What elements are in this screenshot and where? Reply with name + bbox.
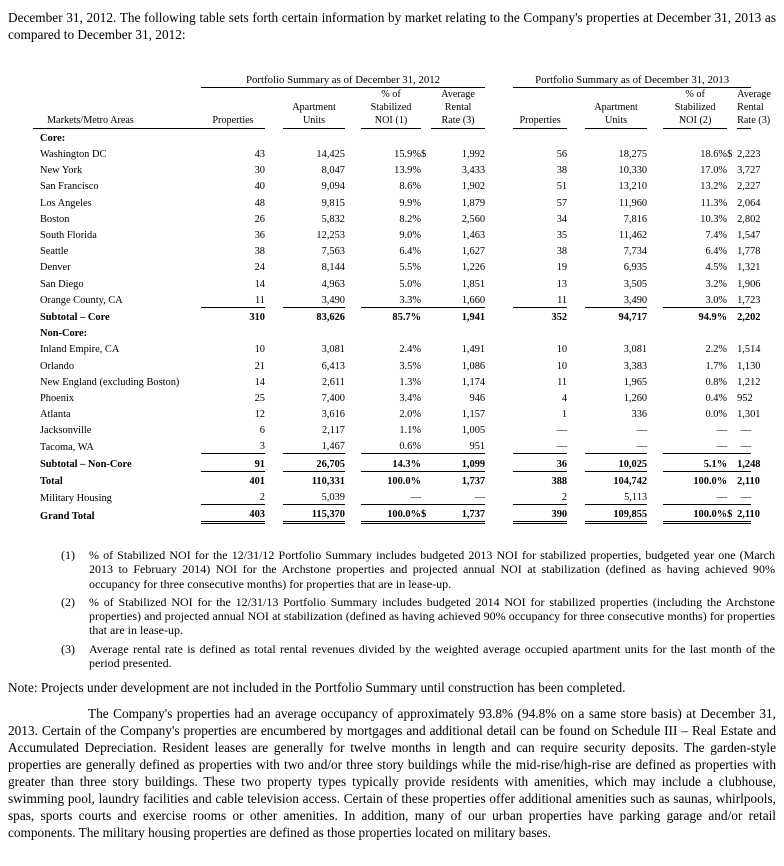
dollar-2012-cell xyxy=(421,258,431,274)
table-row xyxy=(33,421,751,437)
footnote-text: Average rental rate is defined as total rental revenues divided by the weighted average occupied apartment units for the last month of the period presented. xyxy=(89,641,775,671)
noi-2013-cell: — xyxy=(663,437,727,454)
rate-2013-cell: — xyxy=(737,488,751,505)
units-2013-cell: 336 xyxy=(631,409,648,421)
development-note: Note: Projects under development are not included in the Portfolio Summary until construction has been completed. xyxy=(8,680,626,695)
dollar-2012-cell xyxy=(421,454,431,471)
units-2012-cell: 5,832 xyxy=(321,213,345,225)
col-header-units-2012: Apartment Units xyxy=(283,87,345,128)
rate-2013-cell: — xyxy=(740,425,752,437)
properties-2012-cell: 403 xyxy=(201,505,265,523)
rate-2012-cell: 1,660 xyxy=(431,291,485,308)
rate-2012-cell: 1,463 xyxy=(461,230,486,241)
rate-2012-cell: 1,005 xyxy=(461,425,486,437)
dollar-2012-cell xyxy=(421,210,431,226)
rate-2013-cell: 2,223 xyxy=(737,149,761,161)
rate-2012-cell: 1,941 xyxy=(461,311,486,323)
units-2012-cell: 83,626 xyxy=(316,311,345,323)
rate-2012-cell: — xyxy=(431,488,485,505)
properties-2013-cell: 13 xyxy=(556,278,568,290)
noi-2013-cell: 13.2% xyxy=(700,181,728,193)
rate-2012-cell: 1,992 xyxy=(461,149,486,161)
units-2013-cell: 104,742 xyxy=(613,475,648,487)
dollar-2013-cell: $ xyxy=(727,149,733,161)
table-row xyxy=(33,373,751,389)
market-name-cell: Jacksonville xyxy=(40,425,92,437)
rate-2013-cell: 2,110 xyxy=(737,475,760,487)
footnote-mark: (3) xyxy=(61,641,75,656)
footnote-3 xyxy=(61,642,775,671)
properties-2012-cell: 14 xyxy=(254,278,265,290)
rate-2012-cell: 1,851 xyxy=(461,278,486,290)
properties-2012-cell: 25 xyxy=(254,392,265,404)
dollar-2013-cell xyxy=(727,258,737,274)
noi-2013-cell: 1.7% xyxy=(705,360,728,372)
units-2013-cell: 1,260 xyxy=(623,392,648,404)
units-2012-cell: 12,253 xyxy=(316,230,345,241)
units-2012-cell: 5,039 xyxy=(283,488,345,505)
units-2012-cell: 9,815 xyxy=(321,197,345,209)
properties-2012-cell: 48 xyxy=(254,197,265,209)
dollar-2013-cell xyxy=(727,421,737,437)
noi-2012-cell: 8.6% xyxy=(399,181,421,193)
properties-2013-cell: — xyxy=(513,437,567,454)
properties-2013-cell: 35 xyxy=(556,230,568,241)
market-name-cell: Atlanta xyxy=(40,409,71,421)
units-2012-cell: 8,144 xyxy=(321,262,345,274)
footnote-1 xyxy=(61,548,775,591)
rate-2013-cell: 952 xyxy=(737,392,753,404)
dollar-2013-cell xyxy=(727,437,737,454)
properties-2012-cell: 43 xyxy=(254,149,265,161)
table-row xyxy=(33,242,751,258)
rate-2013-cell: 2,227 xyxy=(737,181,761,193)
rate-2013-cell: 2,802 xyxy=(737,213,761,225)
noi-2013-cell: 100.0% xyxy=(663,505,727,523)
market-name-cell: Orange County, CA xyxy=(40,295,123,307)
dollar-2013-cell xyxy=(727,274,737,290)
portfolio-summary-table xyxy=(33,71,771,524)
properties-2012-cell: 401 xyxy=(249,475,265,487)
noi-2012-cell: 3.4% xyxy=(399,392,421,404)
rate-2012-cell: 1,086 xyxy=(461,360,486,372)
col-header-noi-2013: % of Stabilized NOI (2) xyxy=(663,87,727,128)
units-2012-cell: 3,616 xyxy=(321,409,345,421)
properties-2013-cell: 11 xyxy=(557,376,568,388)
properties-2013-cell: 11 xyxy=(513,291,567,308)
dollar-2012-cell xyxy=(421,242,431,258)
rate-2013-cell: 1,547 xyxy=(737,230,761,241)
intro-paragraph: December 31, 2012. The following table sets forth certain information by market relating to the Company's properties at December 31, 2013 as compared to December 31, 2012: xyxy=(8,10,776,42)
units-2012-cell: 7,563 xyxy=(321,246,345,258)
properties-2012-cell: 21 xyxy=(254,360,265,372)
units-2013-cell: 11,960 xyxy=(618,197,648,209)
rate-2013-cell: 2,064 xyxy=(737,197,761,209)
market-name-cell: Grand Total xyxy=(40,510,95,522)
market-name-cell: Boston xyxy=(40,213,70,225)
dollar-2013-cell xyxy=(727,340,737,356)
rate-2012-cell: 3,433 xyxy=(461,165,486,177)
dollar-2012-cell xyxy=(421,421,431,437)
dollar-2012-cell xyxy=(421,373,431,389)
col-header-noi-2012: % of Stabilized NOI (1) xyxy=(361,87,421,128)
noi-2012-cell: 9.0% xyxy=(399,230,421,241)
units-2012-cell: 6,413 xyxy=(321,360,345,372)
noi-2012-cell: 6.4% xyxy=(399,246,421,258)
properties-2013-cell: 38 xyxy=(556,165,568,177)
properties-2013-cell: 4 xyxy=(561,392,568,404)
units-2012-cell: 4,963 xyxy=(321,278,345,290)
properties-2013-cell: 56 xyxy=(556,149,568,161)
rate-2013-cell: 2,202 xyxy=(737,311,761,323)
rate-2013-cell: 3,727 xyxy=(737,165,761,177)
units-2012-cell: 7,400 xyxy=(321,392,345,404)
properties-2013-cell: 36 xyxy=(513,454,567,471)
units-2013-cell: 3,383 xyxy=(623,360,648,372)
rate-2013-cell: 1,778 xyxy=(737,246,761,258)
table-row xyxy=(33,454,751,471)
section-row xyxy=(33,324,751,340)
units-2012-cell: 115,370 xyxy=(283,505,345,523)
section-label: Non-Core: xyxy=(40,328,88,340)
dollar-2013-cell xyxy=(727,307,737,324)
noi-2012-cell: 5.0% xyxy=(399,278,421,290)
units-2012-cell: 26,705 xyxy=(283,454,345,471)
table-row xyxy=(33,258,751,274)
properties-2013-cell: 2 xyxy=(513,488,567,505)
rate-2012-cell: 1,902 xyxy=(461,181,486,193)
dollar-2013-cell xyxy=(727,210,737,226)
rate-2013-cell: 1,321 xyxy=(737,262,761,274)
units-2012-cell: 14,425 xyxy=(316,149,345,161)
footnote-text: % of Stabilized NOI for the 12/31/12 Portfolio Summary includes budgeted 2013 NOI for stabilized properties, budgeted year one (March 2013 to February 2014) NOI for the Archstone properties and projected annual NOI at stabilization (defined as having achieved 90% occupancy for three consecutive months) for properties that are in lease-up. xyxy=(89,548,775,591)
properties-2013-cell: — xyxy=(556,425,568,437)
units-2013-cell: 11,462 xyxy=(618,230,648,241)
rate-2012-cell: 946 xyxy=(469,392,486,404)
market-name-cell: Subtotal – Core xyxy=(40,311,110,323)
rate-2013-cell: 1,130 xyxy=(737,360,761,372)
col-header-rate-2013: Average Rental Rate (3) xyxy=(737,87,751,128)
units-2013-cell: 18,275 xyxy=(618,149,648,161)
noi-2012-cell: 13.9% xyxy=(394,165,421,177)
table-row xyxy=(33,505,751,523)
dollar-2012-cell xyxy=(421,488,431,505)
table-row xyxy=(33,356,751,372)
table-row xyxy=(33,291,751,308)
properties-2013-cell: 1 xyxy=(561,409,568,421)
market-name-cell: San Diego xyxy=(40,278,84,290)
properties-2012-cell: 26 xyxy=(254,213,265,225)
noi-2013-cell: 0.8% xyxy=(705,376,728,388)
properties-2013-cell: 19 xyxy=(556,262,568,274)
noi-2012-cell: 100.0% xyxy=(361,505,421,523)
dollar-2013-cell xyxy=(727,193,737,209)
rate-2012-cell: 2,560 xyxy=(461,213,486,225)
noi-2012-cell: 15.9% xyxy=(394,149,421,161)
market-name-cell: South Florida xyxy=(40,230,97,241)
properties-2013-cell: 388 xyxy=(551,475,568,487)
market-name-cell: Los Angeles xyxy=(40,197,92,209)
units-2013-cell: 3,505 xyxy=(623,278,648,290)
dollar-2012-cell xyxy=(421,161,431,177)
group-header-2013: Portfolio Summary as of December 31, 2013 xyxy=(513,71,751,87)
table-row xyxy=(33,340,751,356)
noi-2012-cell: — xyxy=(361,488,421,505)
units-2013-cell: 10,330 xyxy=(618,165,648,177)
properties-2012-cell: 6 xyxy=(259,425,265,437)
units-2012-cell: 3,081 xyxy=(321,344,345,356)
table-row xyxy=(33,307,751,324)
units-2013-cell: 3,490 xyxy=(585,291,647,308)
noi-2012-cell: 2.4% xyxy=(399,344,421,356)
market-name-cell: Military Housing xyxy=(40,492,112,504)
properties-2012-cell: 12 xyxy=(254,409,265,421)
units-2013-cell: — xyxy=(585,437,647,454)
properties-2012-cell: 24 xyxy=(254,262,265,274)
rate-2013-cell: 1,301 xyxy=(737,409,761,421)
noi-2013-cell: 3.2% xyxy=(705,278,728,290)
footnote-mark: (1) xyxy=(61,548,75,562)
dollar-2013-cell xyxy=(727,454,737,471)
properties-2012-cell: 310 xyxy=(249,311,265,323)
footnote-mark: (2) xyxy=(61,594,75,609)
market-name-cell: New York xyxy=(40,165,83,177)
noi-2013-cell: 11.3% xyxy=(700,197,728,209)
dollar-2012-cell xyxy=(421,356,431,372)
rate-2013-cell: 1,212 xyxy=(737,376,761,388)
table-row xyxy=(33,274,751,290)
col-header-rate-2012: Average Rental Rate (3) xyxy=(431,87,485,128)
dollar-2012-cell: $ xyxy=(421,505,431,523)
table-row xyxy=(33,471,751,488)
units-2013-cell: 10,025 xyxy=(585,454,647,471)
dollar-2013-cell xyxy=(727,291,737,308)
rate-2013-cell: 1,514 xyxy=(737,344,761,356)
noi-2013-cell: 100.0% xyxy=(693,475,728,487)
noi-2013-cell: 0.4% xyxy=(705,392,728,404)
noi-2013-cell: 17.0% xyxy=(700,165,728,177)
dollar-2013-cell xyxy=(727,242,737,258)
noi-2013-cell: — xyxy=(663,488,727,505)
units-2013-cell: 6,935 xyxy=(623,262,648,274)
properties-2012-cell: 11 xyxy=(201,291,265,308)
rate-2013-cell: 2,110 xyxy=(737,505,751,523)
market-name-cell: Seattle xyxy=(40,246,69,258)
market-name-cell: Tacoma, WA xyxy=(40,441,94,453)
noi-2013-cell: 2.2% xyxy=(705,344,728,356)
units-2013-cell: 7,816 xyxy=(623,213,648,225)
col-header-units-2013: Apartment Units xyxy=(585,87,647,128)
dollar-2012-cell xyxy=(421,226,431,242)
footnotes xyxy=(61,548,775,674)
table-row xyxy=(33,145,751,161)
units-2013-cell: 109,855 xyxy=(585,505,647,523)
properties-2012-cell: 30 xyxy=(254,165,265,177)
properties-2013-cell: 51 xyxy=(556,181,568,193)
rate-2012-cell: 1,627 xyxy=(461,246,486,258)
units-2012-cell: 2,117 xyxy=(322,425,345,437)
table-row xyxy=(33,161,751,177)
section-label: Core: xyxy=(40,132,66,144)
noi-2012-cell: 5.5% xyxy=(399,262,421,274)
properties-2013-cell: 352 xyxy=(551,311,568,323)
dollar-2013-cell xyxy=(727,488,737,505)
dollar-2012-cell xyxy=(421,274,431,290)
dollar-2012-cell xyxy=(421,291,431,308)
market-name-cell: Subtotal – Non-Core xyxy=(40,459,132,471)
units-2012-cell: 110,331 xyxy=(311,475,345,487)
noi-2012-cell: 100.0% xyxy=(387,475,421,487)
rate-2012-cell: 1,226 xyxy=(461,262,486,274)
noi-2012-cell: 9.9% xyxy=(399,197,421,209)
table-row xyxy=(33,405,751,421)
properties-2012-cell: 10 xyxy=(254,344,265,356)
rate-2013-cell: 1,248 xyxy=(737,454,751,471)
market-name-cell: San Francisco xyxy=(40,181,99,193)
market-name-cell: Phoenix xyxy=(40,392,75,404)
dollar-2012-cell xyxy=(421,471,431,488)
market-name-cell: Washington DC xyxy=(40,149,107,161)
noi-2012-cell: 3.3% xyxy=(361,291,421,308)
col-header-market: Markets/Metro Areas xyxy=(33,87,201,128)
col-header-properties-2012: Properties xyxy=(201,87,265,128)
dollar-2012-cell xyxy=(421,193,431,209)
noi-2012-cell: 14.3% xyxy=(361,454,421,471)
properties-2013-cell: 10 xyxy=(556,344,568,356)
units-2013-cell: 13,210 xyxy=(618,181,648,193)
occupancy-paragraph: The Company's properties had an average occupancy of approximately 93.8% (94.8% on a same store basis) at December 31, 2013. Certain of the Company's properties are encumbered by mortgages and additional detail can be found on Schedule III – Real Estate and Accumulated Depreciation. Resident leases are generally for twelve months in length and can require security deposits. The garden-style properties are generally defined as properties with two and/or three story buildings while the mid-rise/high-rise are defined as properties with greater than three story buildings. These two property types typically provide residents with amenities, which may include a clubhouse, swimming pool, laundry facilities and cable television access. Certain of these properties offer additional amenities such as saunas, whirlpools, spas, sports courts and exercise rooms or other amenities. In addition, many of our urban properties have parking garage and/or retail components. The military housing properties are defined as those properties located on military bases. xyxy=(8,706,776,840)
rate-2012-cell: 1,157 xyxy=(461,409,486,421)
market-name-cell: Orlando xyxy=(40,360,75,372)
table-row xyxy=(33,389,751,405)
noi-2012-cell: 0.6% xyxy=(361,437,421,454)
footnote-2 xyxy=(61,595,775,638)
table-row xyxy=(33,177,751,193)
noi-2013-cell: 3.0% xyxy=(663,291,727,308)
noi-2013-cell: 10.3% xyxy=(700,213,728,225)
dollar-2013-cell xyxy=(727,226,737,242)
units-2012-cell: 8,047 xyxy=(321,165,345,177)
noi-2013-cell: 6.4% xyxy=(705,246,728,258)
properties-2013-cell: 57 xyxy=(556,197,568,209)
table-row xyxy=(33,226,751,242)
properties-2012-cell: 38 xyxy=(254,246,265,258)
noi-2013-cell: 94.9% xyxy=(698,311,728,323)
dollar-2013-cell: $ xyxy=(727,505,737,523)
table-row xyxy=(33,210,751,226)
col-header-properties-2013: Properties xyxy=(513,87,567,128)
units-2012-cell: 9,094 xyxy=(321,181,345,193)
rate-2012-cell: 1,174 xyxy=(461,376,486,388)
rate-2012-cell: 1,491 xyxy=(461,344,486,356)
rate-2013-cell: 1,906 xyxy=(737,278,761,290)
noi-2012-cell: 1.3% xyxy=(399,376,421,388)
table-row xyxy=(33,193,751,209)
noi-2013-cell: 7.4% xyxy=(705,230,728,241)
rate-2012-cell: 951 xyxy=(431,437,485,454)
units-2012-cell: 2,611 xyxy=(322,376,345,388)
units-2013-cell: 5,113 xyxy=(585,488,647,505)
units-2013-cell: 1,965 xyxy=(623,376,648,388)
rate-2012-cell: 1,737 xyxy=(431,505,485,523)
dollar-2012-cell xyxy=(421,307,431,324)
noi-2012-cell: 85.7% xyxy=(392,311,421,323)
dollar-2013-cell xyxy=(727,389,737,405)
units-2013-cell: — xyxy=(636,425,648,437)
properties-2012-cell: 3 xyxy=(201,437,265,454)
table-row xyxy=(33,488,751,505)
noi-2012-cell: 2.0% xyxy=(399,409,421,421)
rate-2012-cell: 1,879 xyxy=(461,197,486,209)
properties-2012-cell: 91 xyxy=(201,454,265,471)
section-row xyxy=(33,128,751,145)
noi-2013-cell: 4.5% xyxy=(705,262,728,274)
properties-2012-cell: 36 xyxy=(254,230,265,241)
noi-2013-cell: 5.1% xyxy=(663,454,727,471)
properties-2013-cell: 34 xyxy=(556,213,568,225)
market-name-cell: Inland Empire, CA xyxy=(40,344,120,356)
rate-2012-cell: 1,099 xyxy=(431,454,485,471)
dollar-2013-cell xyxy=(727,177,737,193)
group-header-2012: Portfolio Summary as of December 31, 2012 xyxy=(201,71,485,87)
properties-2012-cell: 2 xyxy=(201,488,265,505)
market-name-cell: New England (excluding Boston) xyxy=(40,376,180,388)
properties-2012-cell: 14 xyxy=(254,376,265,388)
noi-2012-cell: 8.2% xyxy=(399,213,421,225)
units-2012-cell: 3,490 xyxy=(283,291,345,308)
rate-2013-cell: 1,723 xyxy=(737,291,751,308)
units-2013-cell: 3,081 xyxy=(623,344,648,356)
market-name-cell: Total xyxy=(40,475,63,487)
noi-2012-cell: 3.5% xyxy=(399,360,421,372)
properties-2013-cell: 10 xyxy=(556,360,568,372)
dollar-2013-cell xyxy=(727,405,737,421)
noi-2013-cell: 0.0% xyxy=(705,409,728,421)
dollar-2012-cell xyxy=(421,437,431,454)
noi-2013-cell: — xyxy=(716,425,728,437)
table-row xyxy=(33,437,751,454)
noi-2013-cell: 18.6% xyxy=(700,149,728,161)
dollar-2012-cell xyxy=(421,405,431,421)
dollar-2012-cell: $ xyxy=(421,149,427,161)
footnote-text: % of Stabilized NOI for the 12/31/13 Portfolio Summary includes budgeted 2014 NOI for stabilized properties (including the Archstone properties) and projected annual NOI at stabilization (defined as having achieved 90% occupancy for three consecutive months) for properties that are in lease-up. xyxy=(89,594,775,638)
dollar-2012-cell xyxy=(421,389,431,405)
dollar-2013-cell xyxy=(727,161,737,177)
rate-2012-cell: 1,737 xyxy=(461,475,486,487)
units-2012-cell: 1,467 xyxy=(283,437,345,454)
properties-2013-cell: 38 xyxy=(556,246,568,258)
dollar-2013-cell xyxy=(727,471,737,488)
dollar-2013-cell xyxy=(727,373,737,389)
dollar-2013-cell xyxy=(727,356,737,372)
noi-2012-cell: 1.1% xyxy=(399,425,421,437)
units-2013-cell: 7,734 xyxy=(623,246,648,258)
market-name-cell: Denver xyxy=(40,262,71,274)
units-2013-cell: 94,717 xyxy=(618,311,648,323)
properties-2012-cell: 40 xyxy=(254,181,265,193)
dollar-2012-cell xyxy=(421,177,431,193)
rate-2013-cell: — xyxy=(737,437,751,454)
properties-2013-cell: 390 xyxy=(513,505,567,523)
dollar-2012-cell xyxy=(421,340,431,356)
